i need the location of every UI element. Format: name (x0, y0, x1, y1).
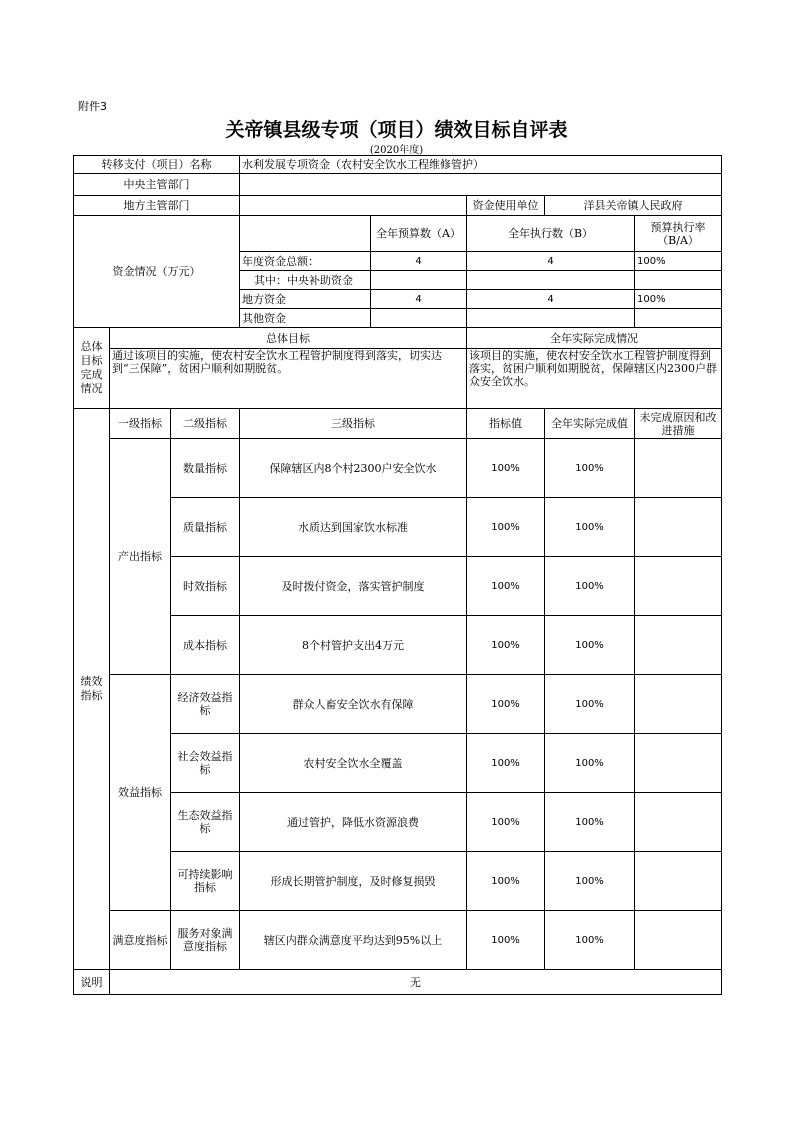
goals-actual-text: 该项目的实施，使农村安全饮水工程管护制度得到落实，贫困户顺利如期脱贫，保障辖区内2300户群众安全饮水。 (467, 349, 722, 409)
ind-target: 100% (467, 911, 545, 970)
ind-level2: 经济效益指标 (171, 675, 240, 734)
funds-row-label: 年度资金总额： (240, 252, 371, 271)
ind-level3: 农村安全饮水全覆盖 (240, 734, 467, 793)
funds-row-budget: 4 (371, 252, 467, 271)
ind-target: 100% (467, 734, 545, 793)
fund-unit-value: 洋县关帝镇人民政府 (545, 196, 722, 216)
ind-reason (635, 557, 722, 616)
funds-row-exec: 4 (467, 290, 635, 309)
ind-group-benefit: 效益指标 (110, 675, 171, 911)
ind-col-actual: 全年实际完成值 (545, 409, 635, 439)
ind-level2: 时效指标 (171, 557, 240, 616)
ind-actual: 100% (545, 616, 635, 675)
funds-row-rate: 100% (635, 252, 722, 271)
ind-reason (635, 675, 722, 734)
ind-col-reason: 未完成原因和改进措施 (635, 409, 722, 439)
self-evaluation-table (73, 155, 722, 995)
funds-row-exec (467, 309, 635, 328)
goals-col-goal: 总体目标 (110, 328, 467, 349)
ind-reason (635, 734, 722, 793)
ind-group-output: 产出指标 (110, 439, 171, 675)
ind-target: 100% (467, 616, 545, 675)
year-label: (2020年度) (369, 145, 424, 156)
ind-target: 100% (467, 439, 545, 498)
funds-row-exec (467, 271, 635, 290)
funds-row-label: 地方资金 (240, 290, 371, 309)
ind-actual: 100% (545, 498, 635, 557)
ind-level3: 辖区内群众满意度平均达到95%以上 (240, 911, 467, 970)
ind-level3: 及时拨付资金，落实管护制度 (240, 557, 467, 616)
ind-level3: 水质达到国家饮水标准 (240, 498, 467, 557)
ind-target: 100% (467, 793, 545, 852)
ind-reason (635, 498, 722, 557)
ind-target: 100% (467, 557, 545, 616)
ind-actual: 100% (545, 675, 635, 734)
ind-reason (635, 852, 722, 911)
funds-header-blank (240, 216, 371, 252)
ind-col-level1: 一级指标 (110, 409, 171, 439)
project-name-value: 水利发展专项资金（农村安全饮水工程维修管护） (240, 156, 722, 174)
ind-col-level2: 二级指标 (171, 409, 240, 439)
attachment-label: 附件3 (78, 100, 107, 113)
goals-goal-text: 通过该项目的实施，使农村安全饮水工程管护制度得到落实，切实达到“三保障”，贫困户顺利如期脱贫。 (110, 349, 467, 409)
fund-unit-label: 资金使用单位 (467, 196, 545, 216)
ind-target: 100% (467, 675, 545, 734)
ind-level2: 成本指标 (171, 616, 240, 675)
funds-row-rate (635, 271, 722, 290)
funds-row-exec: 4 (467, 252, 635, 271)
ind-level2: 社会效益指标 (171, 734, 240, 793)
ind-actual: 100% (545, 557, 635, 616)
funds-row-label: 其他资金 (240, 309, 371, 328)
funds-row-budget (371, 309, 467, 328)
ind-actual: 100% (545, 439, 635, 498)
note-label: 说明 (74, 970, 110, 995)
goals-col-actual: 全年实际完成情况 (467, 328, 722, 349)
ind-actual: 100% (545, 793, 635, 852)
local-dept-label: 地方主管部门 (74, 196, 240, 216)
ind-reason (635, 439, 722, 498)
central-dept-label: 中央主管部门 (74, 174, 240, 196)
ind-col-target: 指标值 (467, 409, 545, 439)
central-dept-value (240, 174, 722, 196)
page-title: 关帝镇县级专项（项目）绩效目标自评表 (225, 119, 568, 141)
funds-row-label: 其中：中央补助资金 (240, 271, 371, 290)
funds-row-rate: 100% (635, 290, 722, 309)
funds-row-budget (371, 271, 467, 290)
ind-actual: 100% (545, 911, 635, 970)
note-value: 无 (110, 970, 722, 995)
funds-col-rate: 预算执行率（B/A） (635, 216, 722, 252)
indicators-label: 绩效指标 (74, 409, 110, 970)
ind-reason (635, 616, 722, 675)
ind-level3: 形成长期管护制度，及时修复损毁 (240, 852, 467, 911)
funds-label: 资金情况（万元） (74, 216, 240, 328)
ind-level3: 保障辖区内8个村2300户安全饮水 (240, 439, 467, 498)
ind-level2: 生态效益指标 (171, 793, 240, 852)
ind-level2: 数量指标 (171, 439, 240, 498)
goals-label: 总体目标完成情况 (74, 328, 110, 409)
ind-reason (635, 793, 722, 852)
ind-level2: 质量指标 (171, 498, 240, 557)
local-dept-value (240, 196, 467, 216)
project-name-label: 转移支付（项目）名称 (74, 156, 240, 174)
ind-actual: 100% (545, 734, 635, 793)
ind-level3: 8个村管护支出4万元 (240, 616, 467, 675)
ind-level3: 通过管护，降低水资源浪费 (240, 793, 467, 852)
ind-reason (635, 911, 722, 970)
funds-col-budget: 全年预算数（A） (371, 216, 467, 252)
ind-level2: 服务对象满意度指标 (171, 911, 240, 970)
ind-group-satisfaction: 满意度指标 (110, 911, 171, 970)
ind-col-level3: 三级指标 (240, 409, 467, 439)
ind-level2: 可持续影响指标 (171, 852, 240, 911)
funds-row-budget: 4 (371, 290, 467, 309)
ind-target: 100% (467, 852, 545, 911)
funds-row-rate (635, 309, 722, 328)
ind-level3: 群众人畜安全饮水有保障 (240, 675, 467, 734)
funds-col-exec: 全年执行数（B） (467, 216, 635, 252)
ind-target: 100% (467, 498, 545, 557)
ind-actual: 100% (545, 852, 635, 911)
